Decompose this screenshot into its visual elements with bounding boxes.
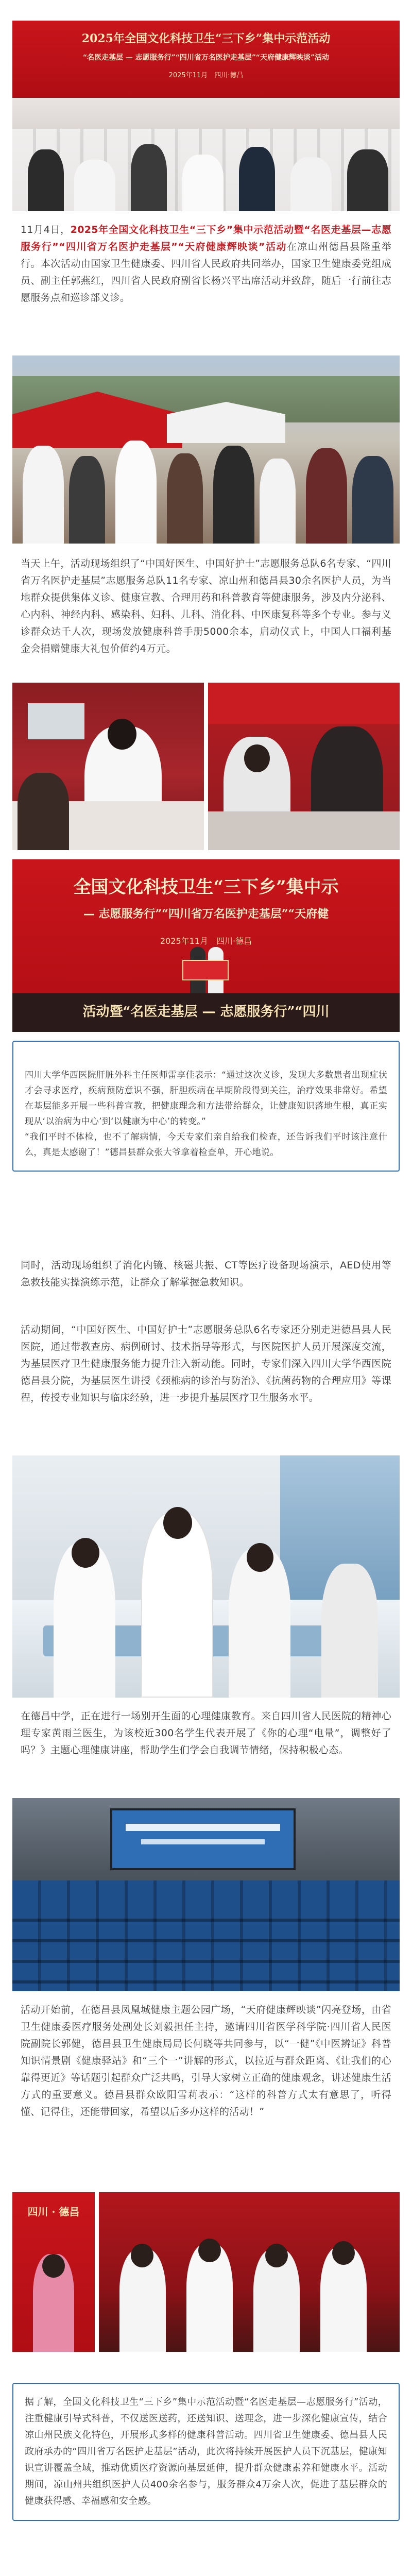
photo-outdoor-clinic [12, 355, 400, 544]
photo-doctor-consult-right [208, 683, 400, 850]
paragraph-mental-health: 在德昌中学，正在进行一场别开生面的心理健康教育。来自四川省人民医院的精神心理专家黄雨兰医生，为该校近300名学生代表开展了《你的心理“电量”，调整好了吗？》主题心理健康讲座，帮助学生们学会自我调节情绪，保持积极心态。 [21, 1710, 391, 1756]
banner2-line1: 全国文化科技卫生“三下乡”集中示 [73, 877, 339, 897]
photo-doctor-consult-left [12, 683, 204, 850]
paragraph-health-talk: 活动开始前，在德昌县凤凰城健康主题公园广场，“天府健康辉映谈”闪亮登场，由省卫生健康委医疗服务处副处长刘毅担任主持，邀请四川省医学科学院·四川省人民医院副院长郭健，德昌县卫生健康局局长何晓等共同参与，以“一健”《中医辨证》科普知识情景剧《健康驿站》和“三个一”讲解的形式，以拉近与群众距离、《让我们的心靠得更近》等话题引起群众广泛共鸣，引导大家树立正确的健康观念，讲述健康生活方式的重要意义。德昌县群众欧阳雪莉表示：“这样的科普方式太有意思了，听得懂、记得住，还能带回家，希望以后多办这样的活动！” [21, 2004, 391, 2117]
stage-banner [12, 21, 400, 98]
quote-text: 四川大学华西医院肝脏外科主任医师雷享佳表示：“通过这次义诊，发现大多数患者出现症状才会寻求医疗，疾病预防意识不强，肝胆疾病在早期阶段得到关注，治疗效果非常好。希望在基层能多开展一些科普宣教，把健康理念和方法带给群众，让健康知识落地生根，真正实现从‘以治病为中心’到‘以健康为中心’的转变。” “我们平时不体检，也不了解病情，今天专家们亲自给我们检查，还告诉我们平时该注意什么，真是太感谢了！”德昌县群众张大爷拿着检查单，开心地说。 [25, 1070, 387, 1158]
banner-title: 2025年全国文化科技卫生“三下乡”集中示范活动 [81, 32, 331, 45]
banner2-date: 2025年11月 四川·德昌 [160, 936, 252, 946]
closing-box [12, 2383, 400, 2521]
photo-hospital-ward [12, 1455, 400, 1698]
banner3-label: 四川 · 德昌 [27, 2206, 80, 2218]
closing-text: 据了解，全国文化科技卫生“三下乡”集中示范活动暨“名医走基层—志愿服务行”活动，注重健康引导式科普，不仅送医送药，还送知识、送理念，进一步深化健康宣传，结合凉山州民族文化特色，开展形式多样的健康科普活动。四川省卫生健康委、德昌县人民政府承办的“四川省万名医护走基层”活动，此次将持续开展医护人员下沉基层，健康知识宣讲覆盖全域，推动优质医疗资源向基层延伸，提升群众健康素养和健康水平。活动期间，凉山州共组织医护人员400余名参与，服务群众4万余人次，促进了基层群众的健康获得感、幸福感和安全感。 [25, 2397, 387, 2506]
banner-date: 2025年11月 四川·德昌 [168, 72, 244, 79]
paragraph-expert-teaching: 活动期间，“中国好医生、中国好护士”志愿服务总队6名专家还分别走进德昌县人民医院，通过带教查房、病例研讨、技术指导等形式，与医院医护人员开展深度交流，为基层医疗卫生健康服务能力提升注入新动能。同时，专家们深入四川大学华西医院德昌县分院，为基层医生讲授《颈椎病的诊治与防治》、《抗菌药物的合理应用》等课程，传授专业知识与临床经验，进一步提升基层医疗卫生服务水平。 [21, 1324, 391, 1403]
banner2-line3: 活动暨“名医走基层 — 志愿服务行”“四川 [82, 1004, 330, 1020]
audience-area [12, 98, 400, 211]
paragraph-equipment-demo: 同时，活动现场组织了消化内镜、核磁共振、CT等医疗设备现场演示，AED使用等急救技能实操演练示范，让群众了解掌握急救知识。 [21, 1260, 391, 1288]
intro-rest: 在凉山州德昌县隆重举行。本次活动由国家卫生健康委、四川省人民政府共同举办，国家卫生健康委党组成员、副主任郭燕红，四川省人民政府副省长杨兴平出席活动并致辞，随后一行前往志愿服务点和巡诊部义诊。 [21, 241, 391, 303]
quote-box [12, 1041, 400, 1172]
photo-performance-right [99, 2192, 400, 2352]
intro-lead: 11月4日， [21, 224, 71, 235]
intro-highlight: 2025年全国文化科技卫生“三下乡”集中示范活动暨“名医走基层—志愿服务行”“四川省万名医护走基层”“天府健康辉映谈”活动 [21, 224, 391, 252]
photo-lecture-hall [12, 1798, 400, 1991]
banner2-line2: — 志愿服务行”“四川省万名医护走基层”“天府健 [83, 907, 329, 921]
paragraph-free-clinic: 当天上午，活动现场组织了“中国好医生、中国好护士”志愿服务总队6名专家、“四川省万名医护走基层”志愿服务总队11名专家、凉山州和德昌县30余名医护人员，为当地群众提供集体义诊、健康宣教、合理用药和科普教育等健康服务，涉及内分泌科、心内科、神经内科、感染科、妇科、儿科、消化科、中医康复科等多个专业。参与义诊群众达千人次，现场发放健康科普手册5000余本，启动仪式上，中国人口福利基金会捐赠健康大礼包价值约4万元。 [21, 558, 391, 654]
banner-subtitle: “名医走基层 — 志愿服务行”“四川省万名医护走基层”“天府健康辉映谈”活动 [82, 54, 330, 62]
intro-paragraph [21, 222, 391, 307]
photo-ceremony-stage [12, 21, 400, 211]
photo-donation-ceremony [12, 859, 400, 1032]
photo-performance-left [12, 2192, 95, 2352]
